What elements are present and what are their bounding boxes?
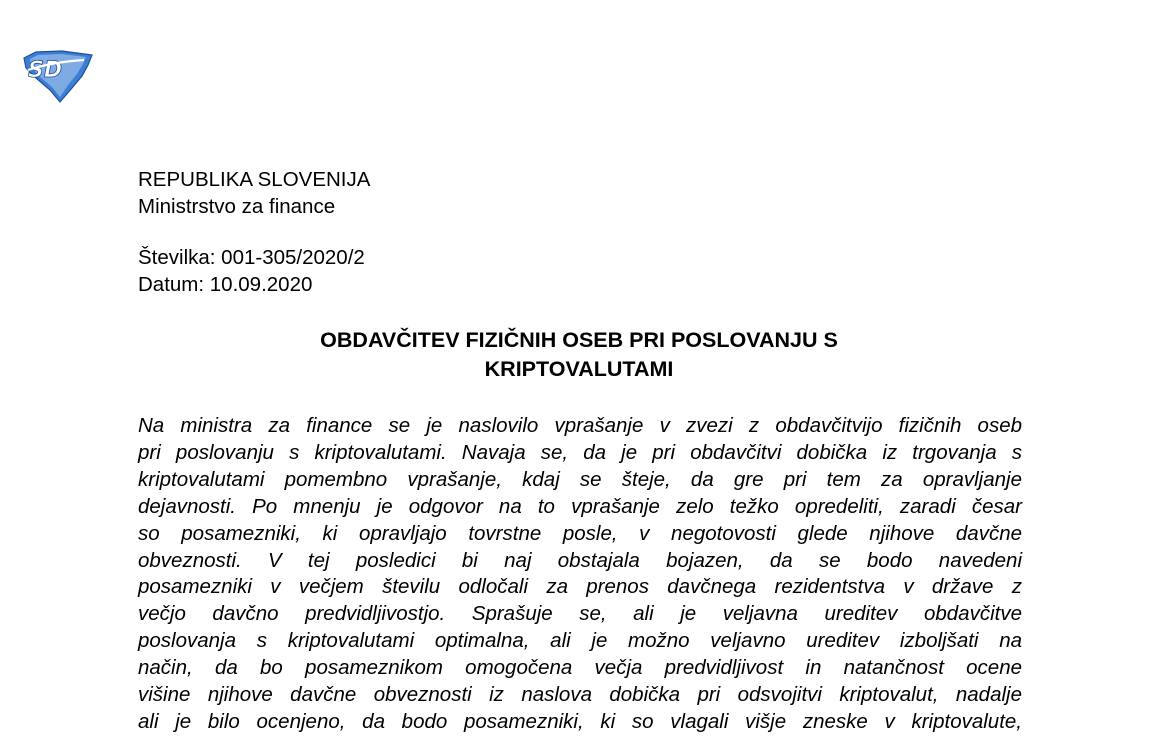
document-title [138,326,1020,384]
body-line: Na ministra za finance se je naslovilo vprašanje v zvezi z obdavčitvijo fizičnih oseb [138,414,1022,437]
body-paragraph [138,413,1022,736]
body-line: kriptovalutami pomembno vprašanje, kdaj se šteje, da gre pri tem za opravljanje [138,467,1022,491]
title-line-2: KRIPTOVALUTAMI [484,357,674,381]
body-line: način, da bo posameznikom omogočena večja predvidljivost in natančnost ocene [138,656,1022,680]
document-reference [138,244,365,298]
ministry-name: Ministrstvo za finance [138,195,336,218]
body-line: dejavnosti. Po mnenju je odgovor na to vprašanje zelo težko opredeliti, zaradi česar [138,494,1022,518]
document-date: Datum: 10.09.2020 [138,273,313,296]
body-line: večjo davčno predvidljivostjo. Sprašuje se, ali je veljavna ureditev obdavčitve [138,602,1022,626]
body-line: obveznosti. V tej posledici bi naj obstajala bojazen, da se bodo navedeni [138,548,1022,572]
ministry-shield-logo-icon [22,48,94,104]
document-number: Številka: 001-305/2020/2 [138,246,365,269]
body-line: posamezniki v večjem številu odločali za prenos davčnega rezidentstva v države z [138,575,1022,599]
country-name: REPUBLIKA SLOVENIJA [138,168,371,191]
svg-text:SD: SD [28,58,63,83]
issuer-header [138,166,370,220]
body-line: poslovanja s kriptovalutami optimalna, ali je možno veljavno ureditev izboljšati na [138,629,1022,653]
title-line-1: OBDAVČITEV FIZIČNIH OSEB PRI POSLOVANJU S [320,328,838,352]
body-line: višine njihove davčne obveznosti iz naslova dobička pri odsvojitvi kriptovalut, nadalje [138,683,1022,707]
body-line: so posamezniki, ki opravljajo tovrstne posle, v negotovosti glede njihove davčne [138,521,1022,545]
body-line: ali je bilo ocenjeno, da bodo posamezniki, ki so vlagali višje zneske v kriptovalute, [138,709,1022,733]
body-line: pri poslovanju s kriptovalutami. Navaja se, da je pri obdavčitvi dobička iz trgovanja s [138,440,1022,464]
